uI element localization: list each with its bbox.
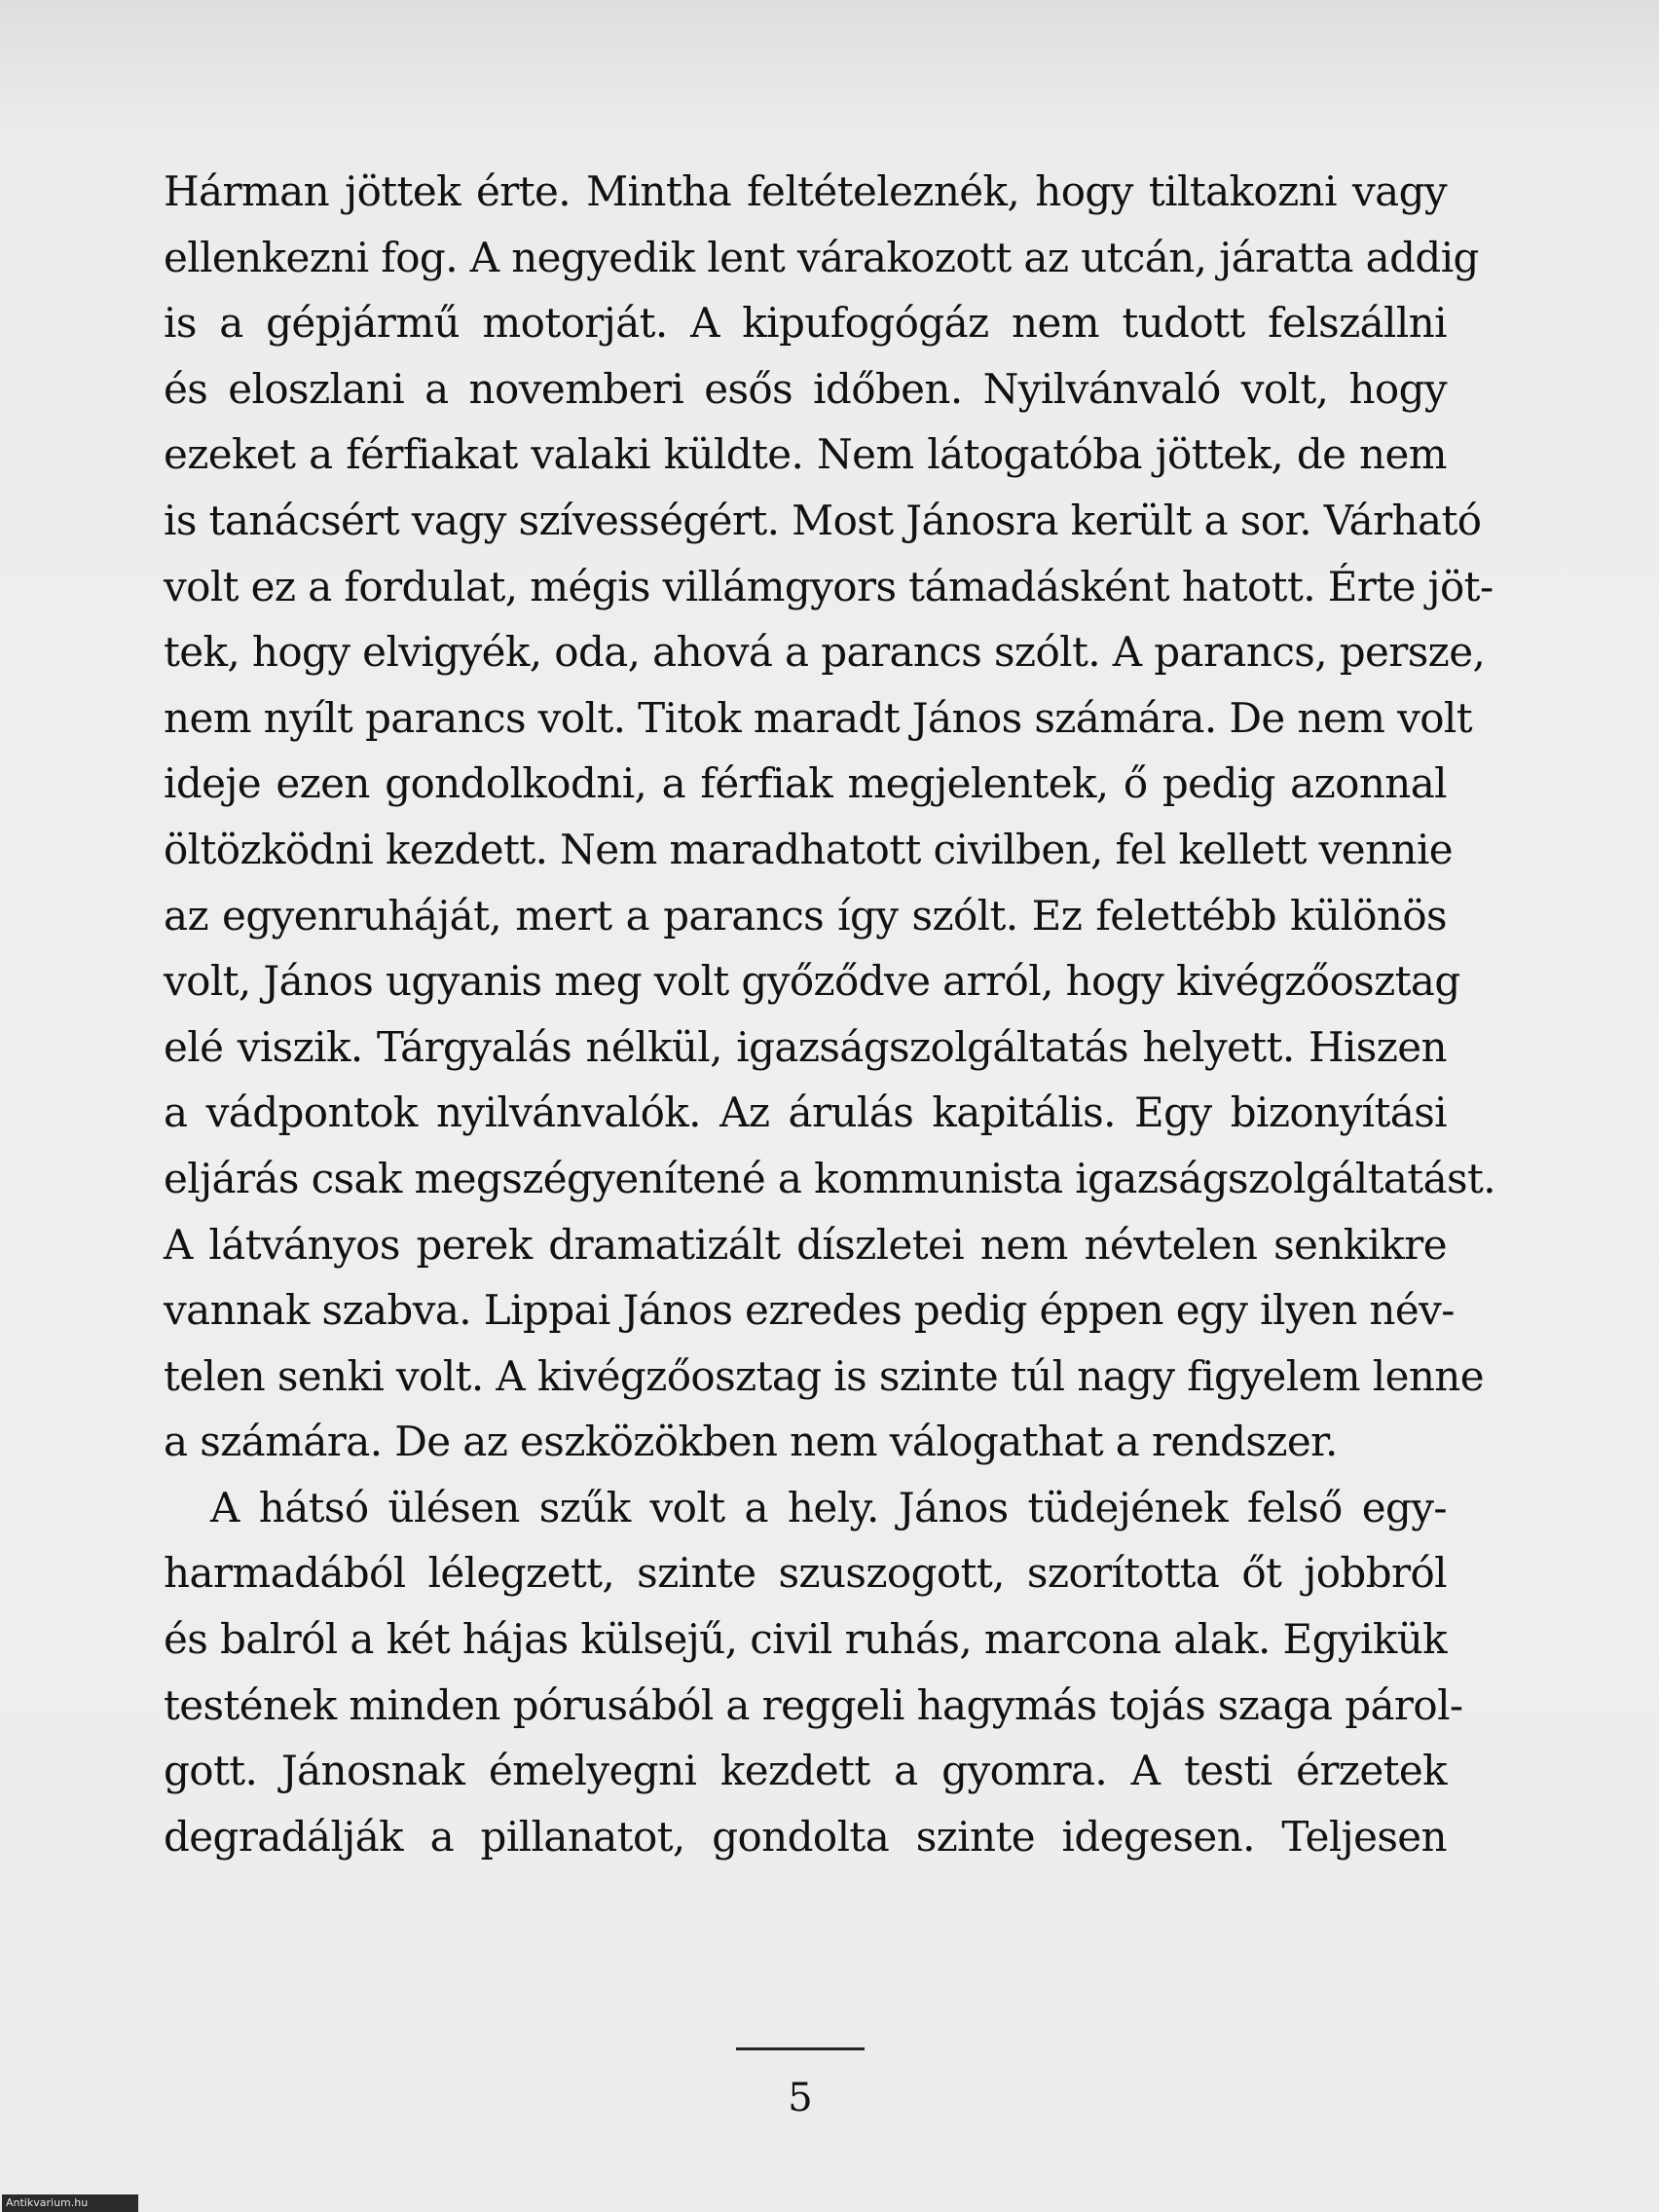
body-text [164, 159, 1496, 1869]
text-line: A hátsó ülésen szűk volt a hely. János tüdejének felső egy- [210, 1483, 1447, 1531]
paragraph-2 [164, 1475, 1463, 1870]
text-line: ideje ezen gondolkodni, a férfiak megjelentek, ő pedig azonnal [164, 759, 1447, 808]
text-line: volt, János ugyanis meg volt győződve arról, hogy kivégzőosztag [164, 957, 1460, 1006]
text-line: telen senki volt. A kivégzőosztag is szinte túl nagy figyelem lenne [164, 1351, 1485, 1400]
text-line: harmadából lélegzett, szinte szuszogott, szorította őt jobbról [164, 1549, 1447, 1598]
text-line: a számára. De az eszközökben nem válogathat a rendszer. [164, 1418, 1338, 1466]
text-line: testének minden pórusából a reggeli hagymás tojás szaga párol- [164, 1680, 1463, 1729]
text-line: degradálják a pillanatot, gondolta szinte idegesen. Teljesen [164, 1812, 1447, 1861]
text-line: a vádpontok nyilvánvalók. Az árulás kapitális. Egy bizonyítási [164, 1088, 1447, 1137]
text-line: nem nyílt parancs volt. Titok maradt János számára. De nem volt [164, 693, 1473, 742]
text-line: és balról a két hájas külsejű, civil ruhás, marcona alak. Egyikük [164, 1615, 1447, 1664]
text-line: A látványos perek dramatizált díszletei nem névtelen senkikre [164, 1220, 1447, 1269]
text-line: is a gépjármű motorját. A kipufogógáz nem tudott felszállni [164, 299, 1447, 348]
page-number: 5 [788, 2076, 813, 2120]
text-line: ezeket a férfiakat valaki küldte. Nem látogatóba jöttek, de nem [164, 430, 1447, 479]
text-line: tek, hogy elvigyék, oda, ahová a parancs szólt. A parancs, persze, [164, 628, 1486, 677]
text-line: eljárás csak megszégyenítené a kommunista igazságszolgáltatást. [164, 1154, 1496, 1202]
watermark: Antikvarium.hu [2, 2194, 138, 2212]
paragraph-1 [164, 159, 1496, 1475]
text-line: elé viszik. Tárgyalás nélkül, igazságszolgáltatás helyett. Hiszen [164, 1022, 1447, 1071]
text-line: és eloszlani a novemberi esős időben. Nyilvánvaló volt, hogy [164, 364, 1447, 413]
text-line: vannak szabva. Lippai János ezredes pedig éppen egy ilyen név- [164, 1286, 1455, 1335]
text-line: is tanácsért vagy szívességért. Most Jánosra került a sor. Várható [164, 496, 1482, 544]
footer-rule [736, 2047, 865, 2050]
text-line: gott. Jánosnak émelyegni kezdett a gyomra. A testi érzetek [164, 1747, 1447, 1795]
text-line: Hárman jöttek érte. Mintha feltételeznék, hogy tiltakozni vagy [164, 167, 1447, 215]
text-line: volt ez a fordulat, mégis villámgyors támadásként hatott. Érte jöt- [164, 562, 1493, 610]
text-line: az egyenruháját, mert a parancs így szólt. Ez felettébb különös [164, 891, 1447, 940]
text-line: ellenkezni fog. A negyedik lent várakozott az utcán, járatta addig [164, 233, 1479, 281]
text-line: öltözködni kezdett. Nem maradhatott civilben, fel kellett vennie [164, 825, 1454, 873]
